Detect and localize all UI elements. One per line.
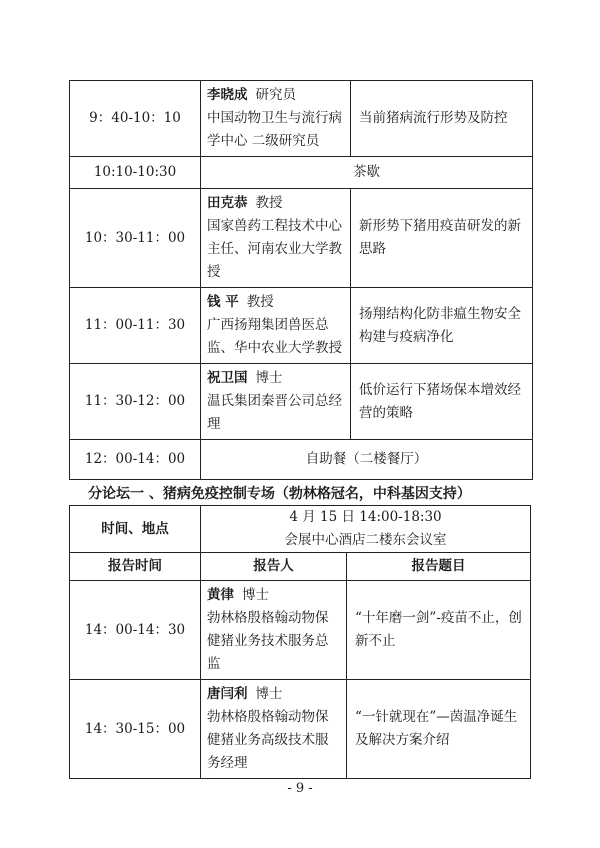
topic-cell: “一针就现在”—茵温净诞生及解决方案介绍 (347, 680, 531, 779)
time-cell: 12：00-14：00 (70, 440, 201, 480)
speaker-affiliation: 国家兽药工程技术中心主任、河南农业大学教授 (207, 218, 342, 280)
speaker-title: 博士 (242, 587, 269, 603)
speaker-name: 钱 平 (207, 294, 239, 310)
table-row (70, 157, 533, 189)
table-row (70, 288, 533, 364)
speaker-cell (201, 81, 351, 157)
table-header-row (70, 553, 531, 581)
speaker-affiliation: 勃林格殷格翰动物保健猪业务技术服务总监 (207, 610, 329, 672)
speaker-cell (201, 364, 351, 440)
time-cell: 11：30-12：00 (70, 364, 201, 440)
schedule-table-main (69, 80, 533, 480)
topic-cell: 扬翔结构化防非瘟生物安全构建与疫病净化 (351, 288, 533, 364)
forum-schedule-table (69, 505, 531, 779)
speaker-title: 教授 (246, 294, 274, 310)
topic-cell: 当前猪病流行形势及防控 (351, 81, 533, 157)
speaker-title: 博士 (255, 686, 283, 702)
time-cell: 14：00-14：30 (70, 581, 201, 680)
speaker-affiliation: 勃林格殷格翰动物保健猪业务高级技术服务经理 (207, 709, 329, 771)
speaker-name: 黄律 (207, 587, 234, 603)
speaker-name: 田克恭 (207, 195, 248, 211)
forum-heading: 分论坛一 、猪病免疫控制专场（勃林格冠名，中科基因支持） (88, 486, 471, 502)
time-place-label: 时间、地点 (70, 506, 201, 553)
column-header-time: 报告时间 (70, 553, 201, 581)
topic-cell: 新形势下猪用疫苗研发的新思路 (351, 189, 533, 288)
speaker-title: 教授 (255, 195, 283, 211)
time-cell: 14：30-15：00 (70, 680, 201, 779)
table-row (70, 506, 531, 553)
speaker-cell (201, 581, 347, 680)
column-header-topic: 报告题目 (347, 553, 531, 581)
time-place-line: 会展中心酒店二楼东会议室 (284, 532, 447, 548)
speaker-name: 祝卫国 (207, 370, 248, 386)
table-row (70, 189, 533, 288)
lunch-cell: 自助餐（二楼餐厅） (201, 440, 533, 480)
table-row (70, 364, 533, 440)
table-row (70, 680, 531, 779)
time-cell: 10：30-11：00 (70, 189, 201, 288)
table-row (70, 81, 533, 157)
time-cell: 10:10-10:30 (70, 157, 201, 189)
table-row (70, 440, 533, 480)
break-cell: 茶歇 (201, 157, 533, 189)
time-place-value (201, 506, 531, 553)
speaker-name: 唐闫利 (207, 686, 248, 702)
time-cell: 9：40-10：10 (70, 81, 201, 157)
time-cell: 11：00-11：30 (70, 288, 201, 364)
speaker-affiliation: 温氏集团秦晋公司总经理 (207, 393, 342, 432)
speaker-affiliation: 广西扬翔集团兽医总监、华中农业大学教授 (207, 317, 342, 356)
speaker-cell (201, 189, 351, 288)
page-number: - 9 - (287, 781, 313, 796)
time-place-line: 4 月 15 日 14:00-18:30 (289, 509, 442, 525)
table-row (70, 581, 531, 680)
topic-cell: 低价运行下猪场保本增效经营的策略 (351, 364, 533, 440)
column-header-speaker: 报告人 (201, 553, 347, 581)
speaker-cell (201, 680, 347, 779)
speaker-affiliation: 中国动物卫生与流行病学中心 二级研究员 (207, 110, 342, 149)
speaker-title: 博士 (255, 370, 283, 386)
speaker-name: 李晓成 (207, 87, 248, 103)
speaker-cell (201, 288, 351, 364)
topic-cell: “十年磨一剑”-疫苗不止，创新不止 (347, 581, 531, 680)
speaker-title: 研究员 (255, 87, 296, 103)
